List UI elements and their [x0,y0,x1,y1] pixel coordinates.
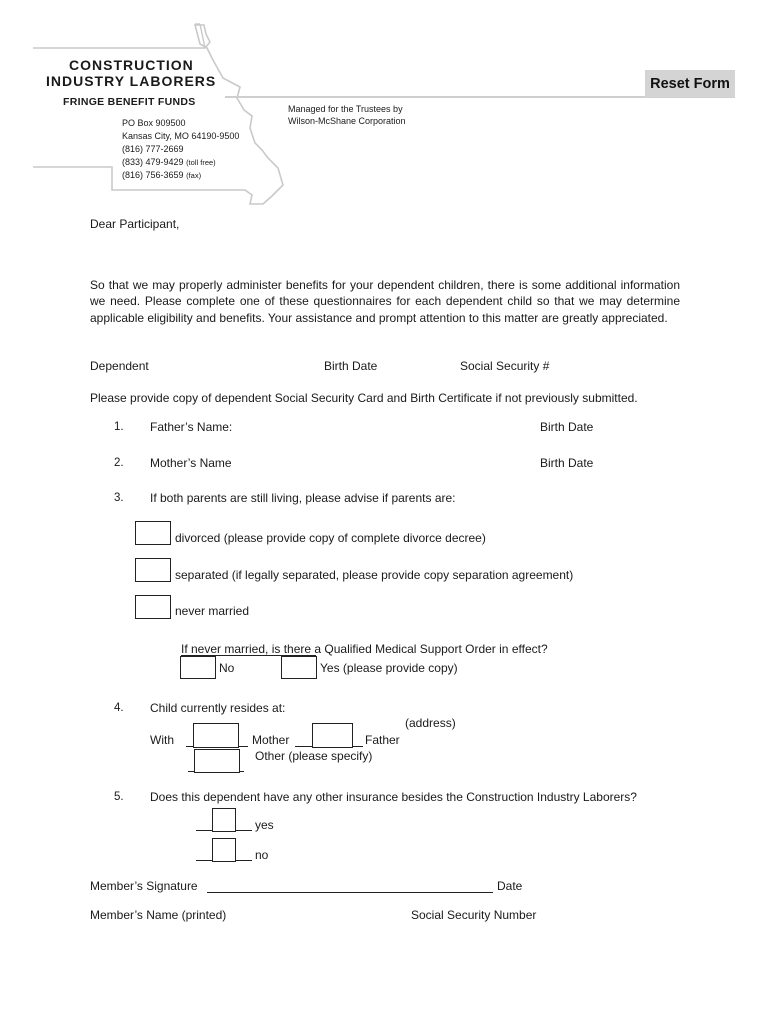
qmso-question: If never married, is there a Qualified Medical Support Order in effect? [181,642,548,656]
reset-form-button[interactable]: Reset Form [645,70,735,97]
qmso-yes-label: Yes (please provide copy) [320,661,458,675]
qmso-no-label: No [219,661,235,675]
q4-mother-checkbox[interactable] [193,723,239,748]
managed-by-line2: Wilson-McShane Corporation [288,116,406,126]
fax-number: (816) 756-3659 [122,170,184,180]
q4-other-checkbox[interactable] [194,749,240,773]
signature-date-label: Date [497,879,523,893]
separated-checkbox[interactable] [135,558,171,582]
member-signature-line[interactable] [207,892,493,893]
greeting: Dear Participant, [90,217,180,231]
tollfree-note: (toll free) [186,158,216,167]
divorced-label: divorced (please provide copy of complete divorce decree) [175,531,486,545]
q4-with-label: With [150,733,174,747]
never-married-label: never married [175,604,250,618]
managed-by-line1: Managed for the Trustees by [288,104,403,114]
q4-mother-label: Mother [252,733,290,747]
q4-father-label: Father [365,733,400,747]
q3-number: 3. [114,492,124,504]
dependent-birth-date-label: Birth Date [324,359,378,373]
org-name-line3: FRINGE BENEFIT FUNDS [63,96,196,108]
q1-number: 1. [114,421,124,433]
dependent-label: Dependent [90,359,149,373]
member-signature-label: Member’s Signature [90,879,198,893]
q5-no-checkbox[interactable] [212,838,236,862]
q2-number: 2. [114,457,124,469]
q3-question: If both parents are still living, please advise if parents are: [150,491,456,505]
provide-copy-note: Please provide copy of dependent Social Security Card and Birth Certificate if not previously submitted. [90,391,638,405]
q5-no-label: no [255,848,269,862]
address-line-city: Kansas City, MO 64190-9500 [122,131,240,141]
fax-note: (fax) [186,171,202,180]
q4-address-label: (address) [405,716,456,730]
separated-label: separated (if legally separated, please provide copy separation agreement) [175,568,574,582]
q1-birth-date-label: Birth Date [540,420,594,434]
member-name-label: Member’s Name (printed) [90,908,227,922]
divorced-checkbox[interactable] [135,521,171,545]
dependent-ssn-label: Social Security # [460,359,550,373]
address-line-tollfree [122,157,216,167]
q2-birth-date-label: Birth Date [540,456,594,470]
never-married-checkbox[interactable] [135,595,171,619]
q4-other-label: Other (please specify) [255,749,373,763]
intro-paragraph: So that we may properly administer benefits for your dependent children, there is some additional information we need. Please complete one of these questionnaires for each dependent child so that we may determine applicable eligibility and benefits. Your assistance and prompt attention to this matter are greatly appreciated. [90,278,680,325]
org-name-line1: CONSTRUCTION [69,57,194,73]
q5-yes-checkbox[interactable] [212,808,236,832]
q5-question: Does this dependent have any other insurance besides the Construction Industry Laborers? [150,790,637,804]
qmso-yes-checkbox[interactable] [281,656,317,679]
address-line-fax [122,170,201,180]
member-ssn-label: Social Security Number [411,908,537,922]
q5-number: 5. [114,791,124,803]
q1-fathers-name-label: Father’s Name: [150,420,233,434]
q4-father-checkbox[interactable] [312,723,353,748]
org-name-line2: INDUSTRY LABORERS [46,73,217,89]
qmso-no-checkbox[interactable] [180,656,216,679]
q2-mothers-name-label: Mother’s Name [150,456,232,470]
q4-number: 4. [114,702,124,714]
address-line-phone: (816) 777-2669 [122,144,184,154]
q4-question: Child currently resides at: [150,701,286,715]
q5-yes-label: yes [255,818,274,832]
tollfree-number: (833) 479-9429 [122,157,184,167]
address-line-pobox: PO Box 909500 [122,118,186,128]
